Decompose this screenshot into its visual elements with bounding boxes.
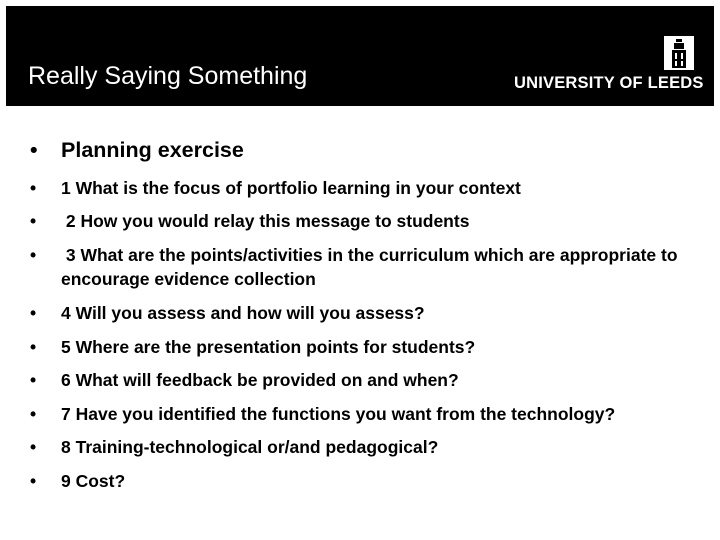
bullet-text: 9 Cost? [61,471,126,491]
bullet-marker: • [30,337,37,357]
bullet-text: 5 Where are the presentation points for students? [61,337,476,357]
bullet-text: Planning exercise [61,138,244,162]
bullet-marker: • [30,178,37,198]
bullet-text: 2 How you would relay this message to students [61,211,470,231]
logo-wordmark: UNIVERSITY OF LEEDS [514,74,704,92]
bullet-marker: • [30,370,37,390]
bullet-text: 6 What will feedback be provided on and when? [61,370,459,390]
bullet-marker: • [30,404,37,424]
bullet-marker: • [30,437,37,457]
bullet-marker: • [30,471,37,491]
bullet-text: 4 Will you assess and how will you assess? [61,303,425,323]
bullet-text: 7 Have you identified the functions you want from the technology? [61,404,616,424]
bullet-text: 1 What is the focus of portfolio learning in your context [61,178,521,198]
bullet-marker: • [30,245,37,265]
bullet-marker: • [30,211,37,231]
bullet-marker: • [30,138,38,162]
bullet-text: 8 Training-technological or/and pedagogical? [61,437,439,457]
bullet-marker: • [30,303,37,323]
bullet-text: 3 What are the points/activities in the curriculum which are appropriate to encourage evidence collection [61,245,683,289]
slide-title: Really Saying Something [28,62,308,90]
